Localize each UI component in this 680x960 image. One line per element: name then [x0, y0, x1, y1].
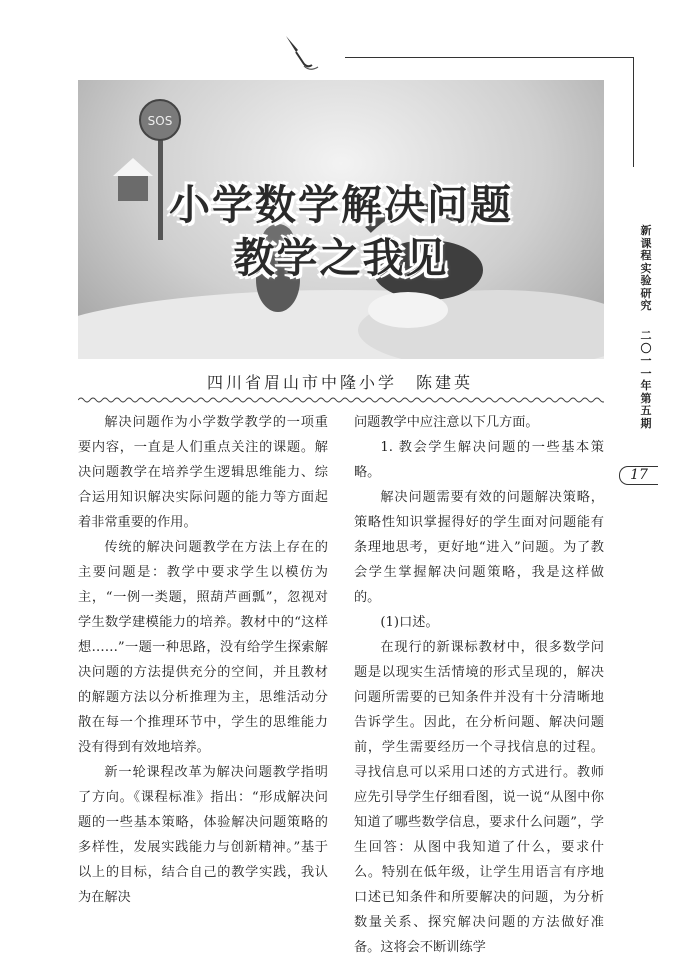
header-rule: [345, 57, 633, 58]
journal-name: 新 课 程 实 验 研 究: [640, 224, 652, 312]
page-number: 17: [619, 466, 658, 485]
pen-nib-icon: [282, 34, 322, 74]
issue-label: 二 〇 一 一 年 第 五 期: [640, 329, 652, 430]
article-paragraph: 问题教学中应注意以下几方面。: [354, 415, 539, 430]
article-left-column: [78, 410, 328, 910]
article-paragraph: 1. 教会学生解决问题的一些基本策略。: [354, 440, 604, 480]
article-title-line2: 教学之我见: [233, 234, 449, 282]
article-right-column: [354, 410, 604, 960]
title-banner: [78, 80, 604, 359]
article-paragraph: 解决问题需要有效的问题解决策略，策略性知识掌握得好的学生面对问题能有条理地思考，更好地“进入”问题。为了教会学生掌握解决问题策略，我是这样做的。: [354, 490, 604, 605]
article-paragraph: 在现行的新课标教材中，很多数学问题是以现实生活情境的形式呈现的，解决问题所需要的已知条件并没有十分清晰地告诉学生。因此，在分析问题、解决问题前，学生需要经历一个寻找信息的过程。寻找信息可以采用口述的方式进行。教师应先引导学生仔细看图，说一说“从图中你知道了哪些数学信息，要求什么问题”，学生回答：从图中我知道了什么，要求什么。特别在低年级，让学生用语言有序地口述已知条件和所要解决的问题，为分析数量关系、探究解决问题的方法做好准备。这将会不断训练学: [354, 640, 604, 955]
article-title-line1: 小学数学解决问题: [169, 181, 513, 229]
article-paragraph: 解决问题作为小学数学教学的一项重要内容，一直是人们重点关注的课题。解决问题教学在培养学生逻辑思维能力、综合运用知识解决实际问题的能力等方面起着非常重要的作用。: [78, 415, 328, 530]
article-paragraph: 新一轮课程改革为解决问题教学指明了方向。《课程标准》指出：“形成解决问题的一些基本策略，体验解决问题策略的多样性，发展实践能力与创新精神。”基于以上的目标，结合自己的教学实践，我认为在解决: [78, 765, 328, 905]
sidebar-rule: [633, 57, 634, 167]
author-byline: 四川省眉山市中隆小学 陈建英: [206, 373, 473, 392]
article-paragraph: (1)口述。: [380, 615, 439, 630]
wavy-divider: [78, 396, 604, 404]
sign-text: SOS: [147, 114, 173, 128]
article-paragraph: 传统的解决问题教学在方法上存在的主要问题是：教学中要求学生以模仿为主，“一例一类题，照葫芦画瓢”，忽视对学生数学建模能力的培养。教材中的“这样想……”一题一种思路，没有给学生探索解决问题的方法提供充分的空间，并且教材的解题方法以分析推理为主，思维活动分散在每一个推理环节中，学生的思维能力没有得到有效地培养。: [78, 540, 328, 755]
